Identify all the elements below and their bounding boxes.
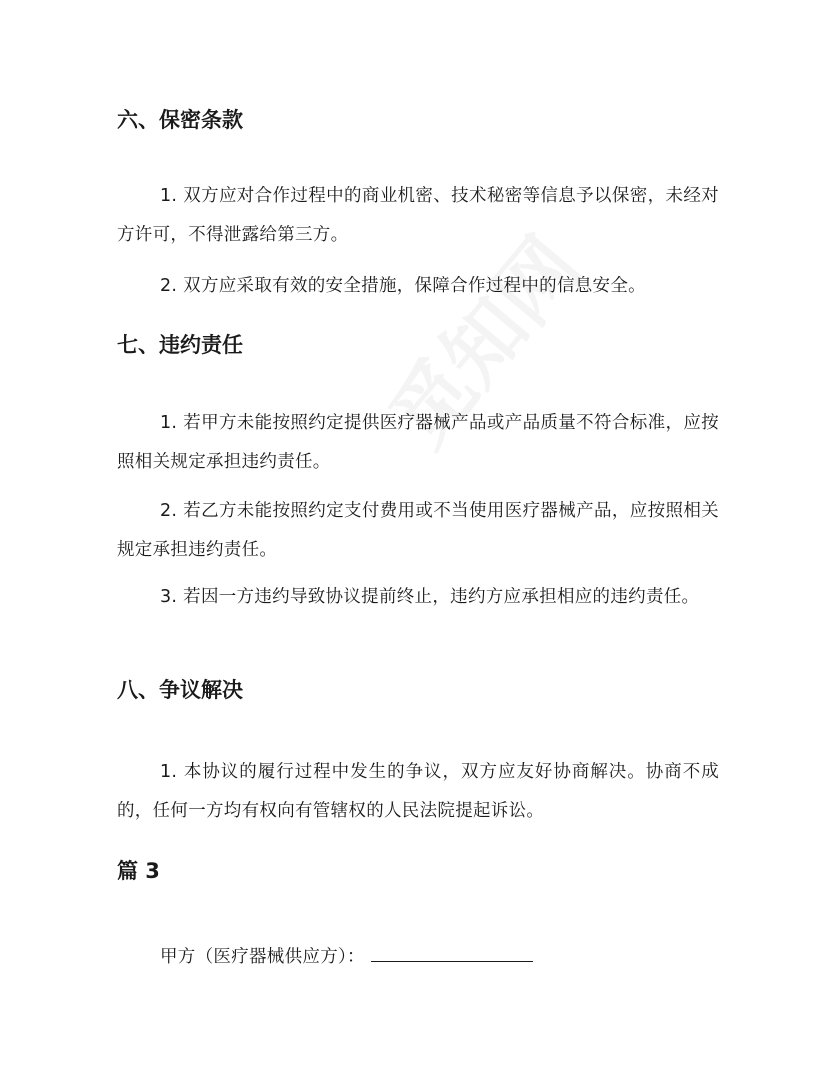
clause-8-1: 1. 本协议的履行过程中发生的争议，双方应友好协商解决。协商不成的，任何一方均有权向有管辖权的人民法院提起诉讼。 (117, 762, 719, 821)
party-a-blank (371, 943, 533, 962)
party-a-line (117, 938, 719, 977)
party-a-label: 甲方（医疗器械供应方）： (160, 947, 365, 967)
clause-7-2: 2. 若乙方未能按照约定支付费用或不当使用医疗器械产品，应按照相关规定承担违约责任。 (117, 501, 719, 560)
clause-6-1: 1. 双方应对合作过程中的商业机密、技术秘密等信息予以保密，未经对方许可，不得泄露给第三方。 (117, 186, 719, 245)
section-heading-confidentiality: 六、保密条款 (117, 108, 243, 132)
section-heading-breach: 七、违约责任 (117, 333, 243, 357)
part-heading: 篇 3 (117, 859, 160, 883)
clause-7-3: 3. 若因一方违约导致协议提前终止，违约方应承担相应的违约责任。 (160, 587, 700, 607)
clause-7-1: 1. 若甲方未能按照约定提供医疗器械产品或产品质量不符合标准，应按照相关规定承担违约责任。 (117, 413, 719, 472)
section-heading-dispute: 八、争议解决 (117, 678, 243, 702)
clause-6-2: 2. 双方应采取有效的安全措施，保障合作过程中的信息安全。 (160, 276, 646, 296)
